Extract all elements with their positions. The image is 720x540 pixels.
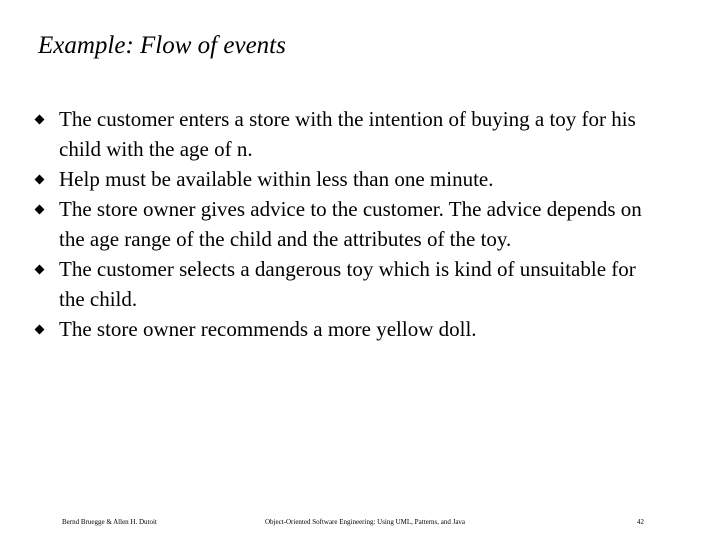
diamond-bullet-icon (35, 175, 45, 185)
bullet-text: Help must be available within less than one minute. (59, 167, 494, 191)
bullet-text: The store owner recommends a more yellow doll. (59, 317, 477, 341)
bullet-item (36, 104, 666, 164)
footer-book-title: Object-Oriented Software Engineering: Using UML, Patterns, and Java (265, 518, 466, 526)
diamond-bullet-icon (35, 115, 45, 125)
diamond-bullet-icon (35, 265, 45, 275)
bullet-text: The customer selects a dangerous toy which is kind of unsuitable for the child. (59, 257, 636, 311)
slide-title: Example: Flow of events (38, 32, 286, 59)
footer-authors: Bernd Bruegge & Allen H. Dutoit (62, 518, 157, 526)
bullet-text: The customer enters a store with the intention of buying a toy for his child with the age of n. (59, 107, 636, 161)
bullet-item (36, 194, 666, 254)
diamond-bullet-icon (35, 205, 45, 215)
bullet-item (36, 164, 666, 194)
bullet-list (36, 104, 666, 344)
bullet-text: The store owner gives advice to the customer. The advice depends on the age range of the child and the attributes of the toy. (59, 197, 642, 251)
bullet-item (36, 314, 666, 344)
diamond-bullet-icon (35, 325, 45, 335)
page-number: 42 (637, 518, 644, 526)
bullet-item (36, 254, 666, 314)
